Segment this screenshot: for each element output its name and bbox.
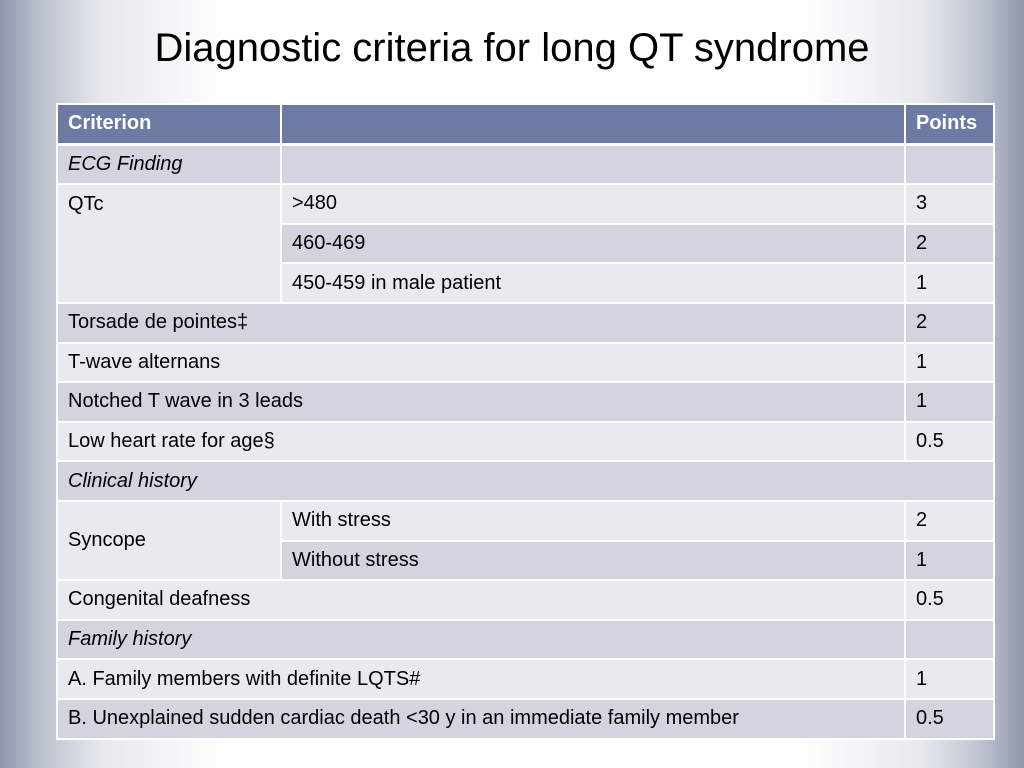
section-row-ecg — [57, 144, 994, 184]
ecg-criterion-label: Notched T wave in 3 leads — [57, 382, 905, 422]
header-points: Points — [905, 104, 994, 144]
family-criterion-points: 1 — [905, 659, 994, 699]
qtc-label: QTc — [57, 184, 281, 303]
family-criterion-points: 0.5 — [905, 699, 994, 739]
family-criterion-label: A. Family members with definite LQTS# — [57, 659, 905, 699]
qtc-detail: 460-469 — [281, 224, 905, 264]
family-criterion-label: B. Unexplained sudden cardiac death <30 y in an immediate family member — [57, 699, 905, 739]
syncope-points: 2 — [905, 501, 994, 541]
section-label-clinical: Clinical history — [57, 461, 994, 501]
table-row — [57, 659, 994, 699]
table-header-row — [57, 104, 994, 144]
ecg-criterion-label: T-wave alternans — [57, 343, 905, 383]
ecg-criterion-label: Torsade de pointes‡ — [57, 303, 905, 343]
table-row — [57, 422, 994, 462]
syncope-label: Syncope — [57, 501, 281, 580]
table-row — [57, 382, 994, 422]
qtc-points: 2 — [905, 224, 994, 264]
slide-title: Diagnostic criteria for long QT syndrome — [154, 26, 870, 70]
qtc-detail: >480 — [281, 184, 905, 224]
ecg-criterion-points: 0.5 — [905, 422, 994, 462]
section-row-family — [57, 620, 994, 660]
qtc-detail: 450-459 in male patient — [281, 263, 905, 303]
deafness-points: 0.5 — [905, 580, 994, 620]
ecg-criterion-points: 2 — [905, 303, 994, 343]
empty-cell — [905, 144, 994, 184]
section-label-ecg: ECG Finding — [57, 144, 281, 184]
section-label-family: Family history — [57, 620, 905, 660]
empty-cell — [905, 620, 994, 660]
syncope-detail: With stress — [281, 501, 905, 541]
empty-cell — [281, 144, 905, 184]
table-row — [57, 501, 994, 541]
ecg-criterion-points: 1 — [905, 343, 994, 383]
syncope-points: 1 — [905, 541, 994, 581]
header-detail — [281, 104, 905, 144]
table-row — [57, 343, 994, 383]
table-row — [57, 303, 994, 343]
criteria-table — [56, 103, 995, 740]
deafness-label: Congenital deafness — [57, 580, 905, 620]
ecg-criterion-label: Low heart rate for age§ — [57, 422, 905, 462]
syncope-detail: Without stress — [281, 541, 905, 581]
section-row-clinical — [57, 461, 994, 501]
table-row — [57, 580, 994, 620]
table-row — [57, 699, 994, 739]
ecg-criterion-points: 1 — [905, 382, 994, 422]
table-row — [57, 184, 994, 224]
header-criterion: Criterion — [57, 104, 281, 144]
qtc-points: 3 — [905, 184, 994, 224]
qtc-points: 1 — [905, 263, 994, 303]
